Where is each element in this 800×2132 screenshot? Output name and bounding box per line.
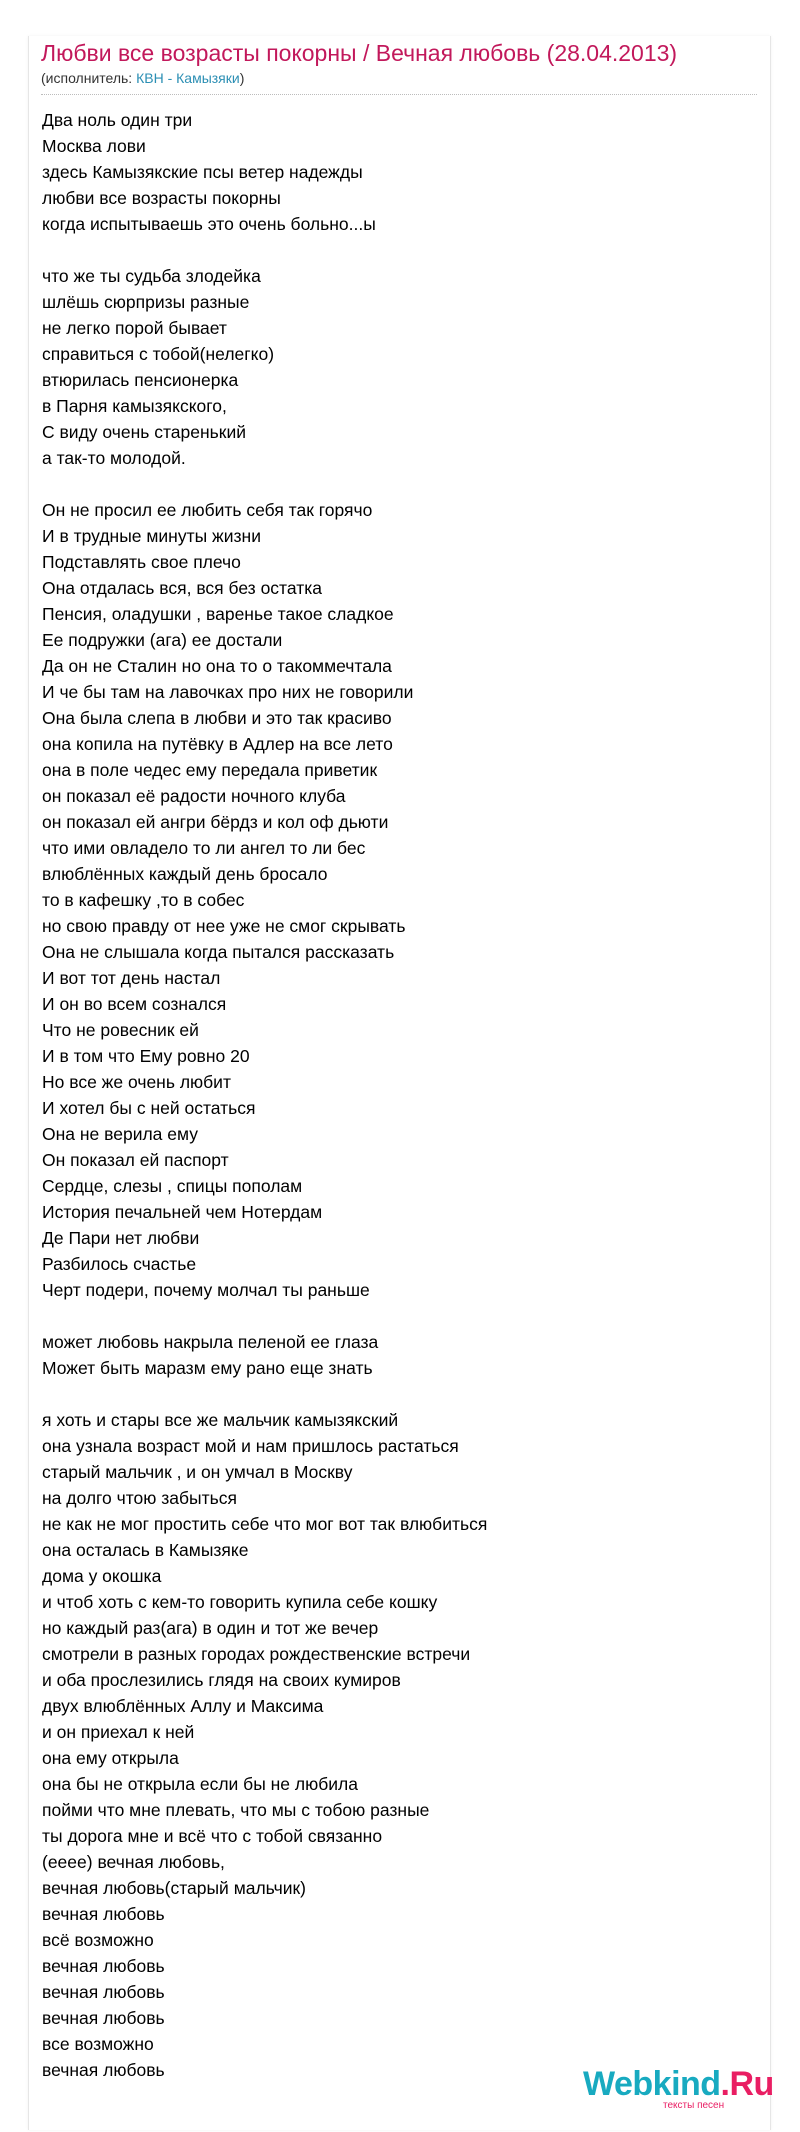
lyrics-line: она в поле чедес ему передала приветик [42, 760, 378, 780]
lyrics-line: она бы не открыла если бы не любила [42, 1774, 358, 1794]
lyrics-line: в Парня камызякского, [42, 396, 227, 416]
lyrics-line: И че бы там на лавочках про них не говорили [42, 682, 414, 702]
webkind-logo[interactable] [583, 2065, 773, 2115]
lyrics-line: не как не мог простить себе что мог вот так влюбиться [42, 1514, 488, 1534]
lyrics-line: Разбилось счастье [42, 1254, 197, 1274]
page-title: Любви все возрасты покорны / Вечная любовь (28.04.2013) [41, 40, 678, 66]
lyrics-line: она копила на путёвку в Адлер на все лето [42, 734, 393, 754]
lyrics-line: Де Пари нет любви [42, 1228, 200, 1248]
lyrics-line: двух влюблённых Аллу и Максима [42, 1696, 324, 1716]
lyrics-line: то в кафешку ,то в собес [42, 890, 245, 910]
lyrics-line: она ему открыла [42, 1748, 179, 1768]
lyrics-line: она осталась в Камызяке [42, 1540, 249, 1560]
lyrics-line: а так-то молодой. [42, 448, 186, 468]
lyrics-line: вечная любовь [42, 2008, 165, 2028]
lyrics-line: влюблённых каждый день бросало [42, 864, 328, 884]
lyrics-line: втюрилась пенсионерка [42, 370, 239, 390]
logo-tld: .Ru [720, 2065, 774, 2103]
lyrics-line: я хоть и стары все же мальчик камызякский [42, 1410, 399, 1430]
lyrics-blank-line [42, 1303, 752, 1329]
lyrics-blank-line [42, 237, 752, 263]
lyrics-line: шлёшь сюрпризы разные [42, 292, 250, 312]
lyrics-line: Она не верила ему [42, 1124, 198, 1144]
lyrics-line: (ееее) вечная любовь, [42, 1852, 225, 1872]
lyrics-line: ты дорога мне и всё что с тобой связанно [42, 1826, 383, 1846]
lyrics-line: Но все же очень любит [42, 1072, 231, 1092]
lyrics-line: вечная любовь(старый мальчик) [42, 1878, 306, 1898]
lyrics-line: И вот тот день настал [42, 968, 221, 988]
lyrics-blank-line [42, 471, 752, 497]
lyrics-line: Она отдалась вся, вся без остатка [42, 578, 323, 598]
lyrics-line: здесь Камызякские псы ветер надежды [42, 162, 363, 182]
lyrics-line: И в том что Ему ровно 20 [42, 1046, 250, 1066]
lyrics-line: Она была слепа в любви и это так красиво [42, 708, 392, 728]
lyrics-line: Ее подружки (ага) ее достали [42, 630, 283, 650]
lyrics-line: может любовь накрыла пеленой ее глаза [42, 1332, 379, 1352]
lyrics-line: и чтоб хоть с кем-то говорить купила себе кошку [42, 1592, 438, 1612]
lyrics-line: И хотел бы с ней остаться [42, 1098, 256, 1118]
lyrics-line: вечная любовь [42, 1904, 165, 1924]
lyrics-line: не легко порой бывает [42, 318, 227, 338]
lyrics-line: С виду очень старенький [42, 422, 246, 442]
title-divider [41, 94, 757, 95]
lyrics-line: старый мальчик , и он умчал в Москву [42, 1462, 353, 1482]
lyrics-line: вечная любовь [42, 1982, 165, 2002]
artist-prefix: (исполнитель: [41, 70, 137, 86]
lyrics-line: что же ты судьба злодейка [42, 266, 261, 286]
lyrics-line: Он показал ей паспорт [42, 1150, 229, 1170]
logo-brand-name: Webkind [583, 2065, 721, 2103]
lyrics-line: Подставлять свое плечо [42, 552, 241, 572]
logo-tagline: тексты песен [663, 2100, 725, 2111]
lyrics-line: История печальней чем Нотердам [42, 1202, 323, 1222]
lyrics-line: И он во всем сознался [42, 994, 227, 1014]
lyrics-body [42, 107, 752, 2083]
lyrics-line: и он приехал к ней [42, 1722, 195, 1742]
lyrics-blank-line [42, 1381, 752, 1407]
lyrics-line: Она не слышала когда пытался рассказать [42, 942, 395, 962]
lyrics-line: что ими овладело то ли ангел то ли бес [42, 838, 366, 858]
lyrics-line: но свою правду от нее уже не смог скрывать [42, 916, 406, 936]
logo-brand [583, 2065, 774, 2104]
lyrics-line: Он не просил ее любить себя так горячо [42, 500, 373, 520]
lyrics-line: и оба прослезились глядя на своих кумиров [42, 1670, 401, 1690]
lyrics-line: Два ноль один три [42, 110, 193, 130]
lyrics-line: любви все возрасты покорны [42, 188, 281, 208]
lyrics-line: вечная любовь [42, 1956, 165, 1976]
lyrics-line: когда испытываешь это очень больно...ы [42, 214, 376, 234]
lyrics-line: Москва лови [42, 136, 146, 156]
lyrics-line: Что не ровесник ей [42, 1020, 199, 1040]
lyrics-line: но каждый раз(ага) в один и тот же вечер [42, 1618, 379, 1638]
lyrics-line: Черт подери, почему молчал ты раньше [42, 1280, 370, 1300]
lyrics-line: вечная любовь [42, 2060, 165, 2080]
lyrics-line: пойми что мне плевать, что мы с тобою разные [42, 1800, 430, 1820]
lyrics-line: он показал её радости ночного клуба [42, 786, 346, 806]
lyrics-line: Пенсия, оладушки , варенье такое сладкое [42, 604, 394, 624]
lyrics-line: смотрели в разных городах рождественские встречи [42, 1644, 471, 1664]
lyrics-line: Сердце, слезы , спицы пополам [42, 1176, 303, 1196]
lyrics-line: всё возможно [42, 1930, 154, 1950]
lyrics-line: все возможно [42, 2034, 154, 2054]
lyrics-line: справиться с тобой(нелегко) [42, 344, 275, 364]
artist-suffix: ) [239, 70, 245, 86]
lyrics-line: Да он не Сталин но она то о такоммечтала [42, 656, 392, 676]
artist-line [41, 70, 244, 86]
lyrics-line: дома у окошка [42, 1566, 162, 1586]
lyrics-line: она узнала возраст мой и нам пришлось растаться [42, 1436, 459, 1456]
lyrics-line: на долго чтою забыться [42, 1488, 237, 1508]
artist-link[interactable]: КВН - Камызяки [136, 70, 240, 86]
lyrics-line: И в трудные минуты жизни [42, 526, 261, 546]
lyrics-line: Может быть маразм ему рано еще знать [42, 1358, 373, 1378]
lyrics-line: он показал ей ангри бёрдз и кол оф дьюти [42, 812, 389, 832]
